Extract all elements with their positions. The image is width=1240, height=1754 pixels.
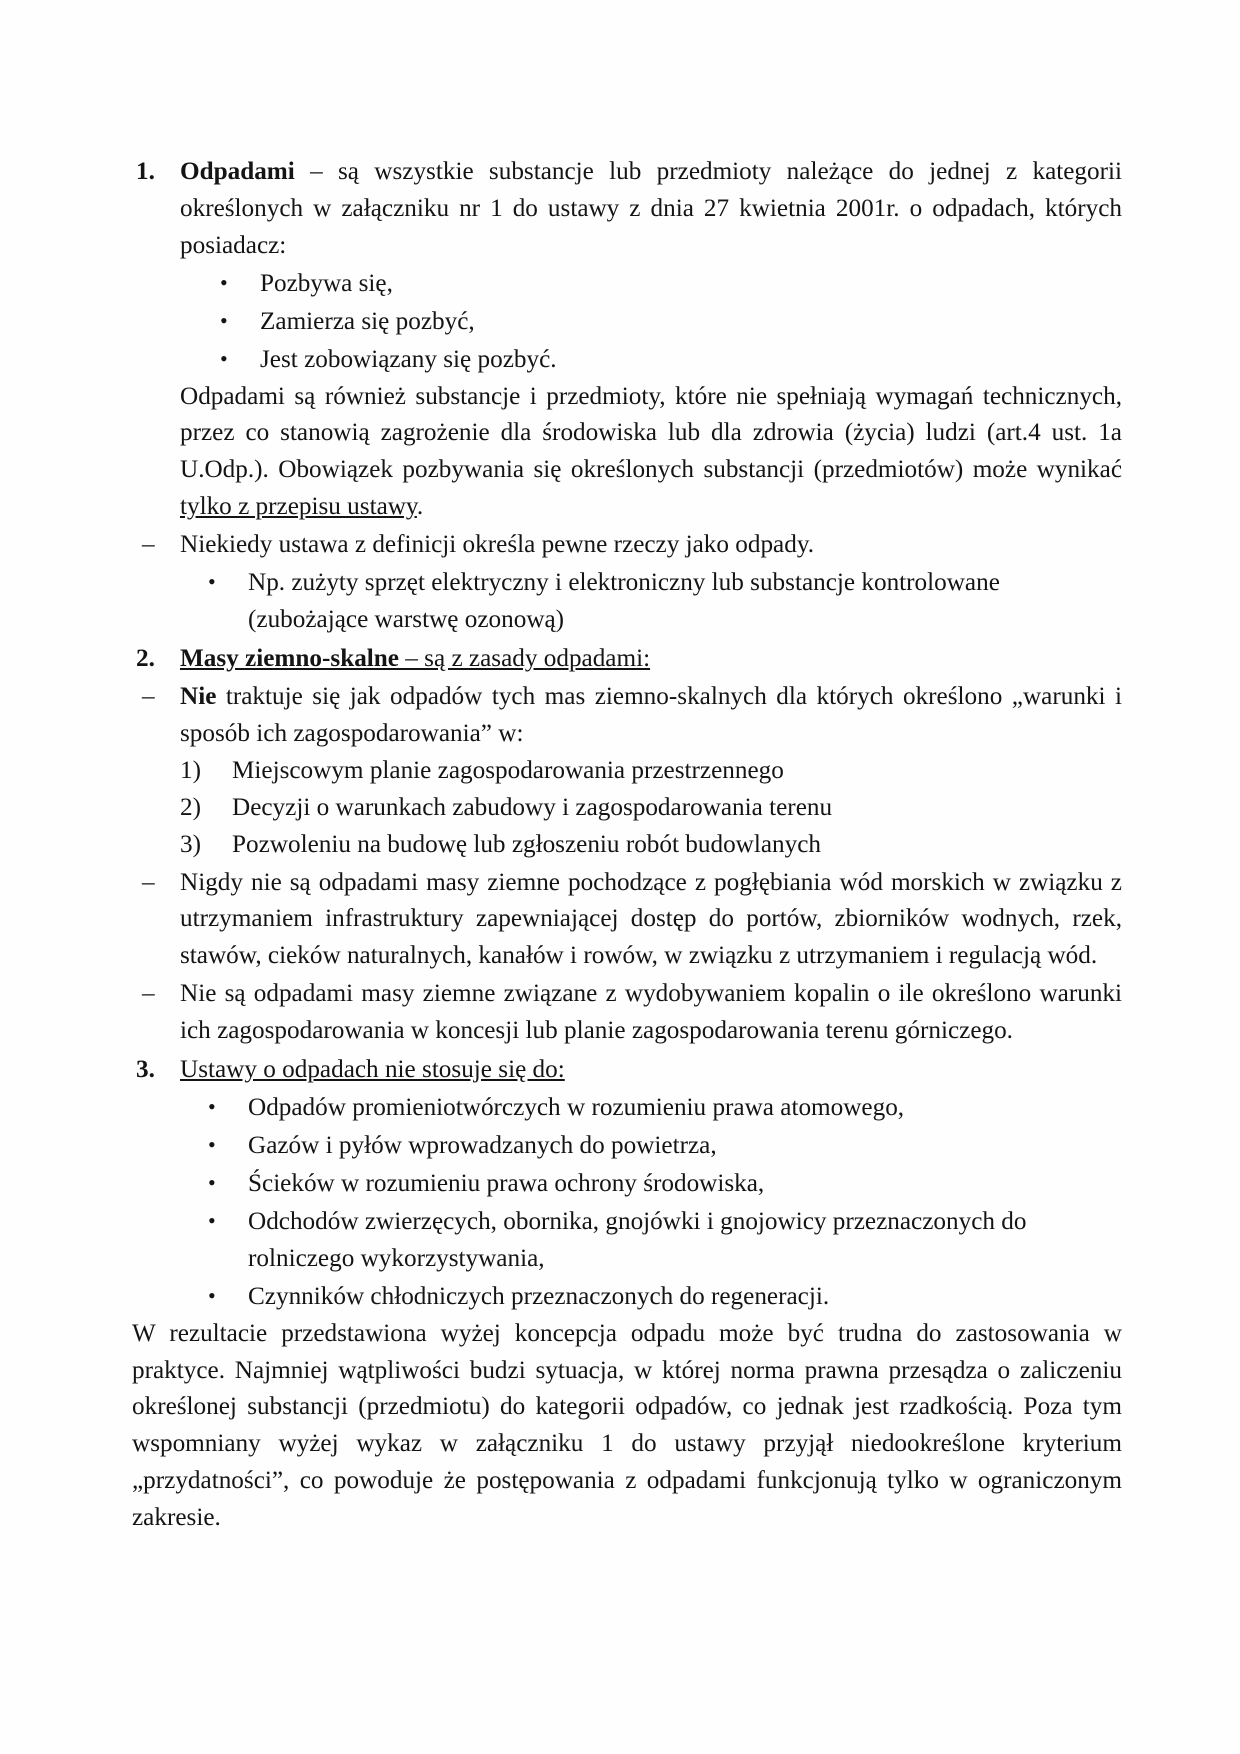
bullet-item-gazow-i-pylow [132, 1128, 1122, 1165]
bullet-icon: • [220, 307, 228, 333]
item3-text: Ustawy o odpadach nie stosuje się do: [180, 1056, 565, 1084]
sub-list-marker-3: 3) [180, 830, 201, 858]
dash-icon: – [142, 980, 155, 1008]
dash-icon: – [142, 682, 155, 710]
sub-item-text: Decyzji o warunkach zabudowy i zagospodarowania terenu [232, 793, 833, 821]
dash-text: Niekiedy ustawa z definicji określa pewne rzeczy jako odpady. [180, 531, 815, 559]
bullet-text: Pozbywa się, [260, 269, 393, 297]
bullet-text: Gazów i pyłów wprowadzanych do powietrza, [248, 1131, 717, 1159]
bullet-item-odchodow-zwierzecych [132, 1204, 1122, 1278]
item1-lead-text: Odpadami [180, 158, 295, 185]
sub-item-text: Miejscowym planie zagospodarowania przestrzennego [232, 756, 784, 784]
dash-item-nie-traktuje [132, 679, 1122, 753]
bullet-icon: • [208, 1282, 216, 1308]
bullet-icon: • [208, 569, 216, 595]
para-underlined-phrase: tylko z przepisu ustawy [180, 493, 417, 521]
paragraph-odpadami-rowniez [132, 379, 1122, 527]
sub-numbered-item-1 [132, 753, 1122, 790]
sub-list-marker-1: 1) [180, 756, 201, 784]
bullet-icon: • [208, 1169, 216, 1195]
para-part-a: Odpadami są również substancje i przedmioty, które nie spełniają wymagań technicznych, przez co stanowią zagrożenie dla środowiska lub dla zdrowia (życia) ludzi (art.4 ust. 1a U.Odp.). Obowiązek pozbywania się określonych substancji (przedmiotów) może wynikać [180, 382, 1122, 484]
para-part-b: . [416, 493, 424, 521]
item1-rest-text: – są wszystkie substancje lub przedmioty należące do jednej z kategorii określonych w załączniku nr 1 do ustawy z dnia 27 kwietnia 2001r. o odpadach, których posiadacz: [180, 158, 1122, 259]
dash-item-nie-sa-odpadami [132, 976, 1122, 1050]
dash-icon: – [142, 868, 155, 896]
bullet-icon: • [208, 1094, 216, 1120]
numbered-item-1 [132, 154, 1122, 265]
bullet-text: Czynników chłodniczych przeznaczonych do regeneracji. [248, 1282, 830, 1310]
numbered-item-2-body [180, 641, 1122, 678]
bullet-text: Np. zużyty sprzęt elektryczny i elektroniczny lub substancje kontrolowane (zubożające warstwę ozonową) [248, 569, 1000, 634]
sub-numbered-item-3 [132, 827, 1122, 864]
bullet-icon: • [208, 1131, 216, 1157]
bullet-item-sciekow [132, 1166, 1122, 1203]
list-marker-3: 3. [136, 1056, 155, 1084]
dash-lead-text: Nie [180, 682, 217, 710]
dash-text: Nigdy nie są odpadami masy ziemne pochodzące z pogłębiania wód morskich w związku z utrzymaniem infrastruktury zapewniającej dostęp do portów, zbiorników wodnych, rzek, stawów, cieków naturalnych, kanałów i rowów, w związku z utrzymaniem i regulacją wód. [180, 868, 1122, 970]
numbered-item-3-body [180, 1052, 1122, 1089]
paragraph-w-rezultacie: W rezultacie przedstawiona wyżej koncepcja odpadu może być trudna do zastosowania w praktyce. Najmniej wątpliwości budzi sytuacja, w której norma prawna przesądza o zaliczeniu określonej substancji (przedmiotu) do kategorii odpadów, co jednak jest rzadkością. Poza tym wspomniany wyżej wykaz w załączniku 1 do ustawy przyjął niedookreślone kryterium „przydatności”, co powoduje że postępowania z odpadami funkcjonują tylko w ograniczonym zakresie. [132, 1319, 1122, 1532]
numbered-item-3 [132, 1052, 1122, 1089]
dash-item-niekiedy [132, 527, 1122, 564]
item2-rest-text: – są z zasady odpadami: [398, 644, 651, 672]
sub-item-text: Pozwoleniu na budowę lub zgłoszeniu robót budowlanych [232, 830, 821, 858]
bullet-item-czynnikow-chlodniczych [132, 1279, 1122, 1316]
bullet-text: Zamierza się pozbyć, [260, 307, 475, 335]
sub-numbered-item-2 [132, 790, 1122, 827]
bullet-icon: • [208, 1207, 216, 1233]
bullet-item-jest-zobowiazany [132, 342, 1122, 379]
item2-lead-text: Masy ziemno-skalne [180, 644, 399, 672]
bullet-text: Jest zobowiązany się pozbyć. [260, 345, 557, 373]
dash-icon: – [142, 531, 155, 559]
bullet-item-zamierza [132, 304, 1122, 341]
list-marker-1: 1. [136, 158, 155, 185]
bullet-text: Odpadów promieniotwórczych w rozumieniu prawa atomowego, [248, 1094, 905, 1122]
list-marker-2: 2. [136, 644, 155, 672]
dash-text: Nie są odpadami masy ziemne związane z wydobywaniem kopalin o ile określono warunki ich zagospodarowania w koncesji lub planie zagospodarowania terenu górniczego. [180, 980, 1122, 1045]
bullet-item-np-zuzyty-sprzet [132, 565, 1122, 639]
bullet-text: Ścieków w rozumieniu prawa ochrony środowiska, [248, 1169, 765, 1197]
dash-text [180, 679, 1122, 753]
dash-item-nigdy [132, 865, 1122, 976]
dash-rest-text: traktuje się jak odpadów tych mas ziemno-skalnych dla których określono „warunki i sposób ich zagospodarowania” w: [180, 682, 1122, 747]
bullet-icon: • [220, 345, 228, 371]
sub-list-marker-2: 2) [180, 793, 201, 821]
bullet-item-pozbywa [132, 266, 1122, 303]
bullet-text: Odchodów zwierzęcych, obornika, gnojówki i gnojowicy przeznaczonych do rolniczego wykorzystywania, [248, 1207, 1027, 1272]
numbered-item-2 [132, 641, 1122, 678]
bullet-icon: • [220, 269, 228, 295]
numbered-item-1-body [180, 154, 1122, 265]
bullet-item-odpadow-promieniotworczych [132, 1090, 1122, 1127]
